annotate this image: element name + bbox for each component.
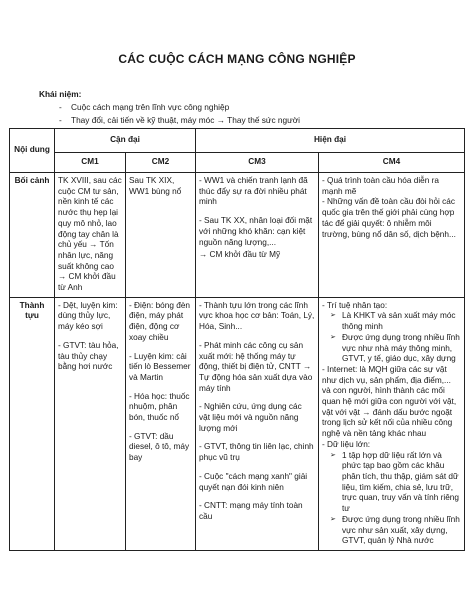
cell-line: - Internet: là MQH giữa các sự vật như dịch vụ, sản phẩm, địa điểm,... và con người, hình thành các mối quan hệ mới giữa con người với vật, vật với vật → đánh dấu bước ngoặt trong lịch sử kết nối của nhiều công nghệ và nền tảng khác nhau (322, 364, 457, 439)
cell-boi-canh-cm2: Sau TK XIX, WW1 bùng nổ (126, 173, 196, 298)
cell-paragraph: - Sau TK XX, nhân loại đối mặt với những khó khăn: cạn kiệt nguồn năng lượng,... (199, 216, 313, 247)
table-subheader-row (10, 153, 465, 173)
cell-boi-canh-cm3 (196, 173, 319, 298)
cell-paragraph: - Phát minh các công cụ sản xuất mới: hệ thống máy tự động, thiết bị điện tử, CNTT → Tự động hóa sản xuất dựa vào máy tính (199, 340, 313, 393)
table-row-boi-canh (10, 173, 465, 298)
header-can-dai: Cận đại (55, 129, 196, 153)
cell-paragraph: - Luyện kim: cải tiến lò Bessemer và Martin (129, 351, 191, 382)
header-cm3: CM3 (196, 153, 319, 173)
cell-thanh-tuu-cm2 (126, 297, 196, 550)
intro-list (39, 101, 439, 127)
cell-sub-item: ➢ Được ứng dụng trong nhiều lĩnh vực như nhà máy thông minh, GTVT, y tế, giáo dục, xây dựng (322, 333, 461, 365)
table-row-thanh-tuu (10, 297, 465, 550)
cell-paragraph: - GTVT: tàu hỏa, tàu thủy chạy bằng hơi nước (58, 340, 119, 372)
cell-thanh-tuu-cm3 (196, 297, 319, 550)
header-cm1: CM1 (55, 153, 126, 173)
cell-paragraph: - Điện: bóng đèn điện, máy phát điện, động cơ xoay chiều (129, 300, 191, 342)
cell-sub-item: ➢ Là KHKT và sản xuất máy móc thông minh (322, 311, 461, 332)
table-header-row (10, 129, 465, 153)
cell-paragraph: - Nghiên cứu, ứng dụng các vật liệu mới và nguồn năng lượng mới (199, 402, 302, 433)
cell-paragraph: - Cuộc "cách mạng xanh" giải quyết nạn đói kinh niên (199, 471, 308, 492)
cell-paragraph: → CM khởi đầu từ Mỹ (199, 250, 281, 260)
cell-thanh-tuu-cm1 (55, 297, 126, 550)
page-title: CÁC CUỘC CÁCH MẠNG CÔNG NGHIỆP (118, 52, 356, 66)
cell-sub-item: ➢ Được ứng dụng trong nhiều lĩnh vực như sản xuất, xây dựng, GTVT, quản lý Nhà nước (322, 515, 461, 547)
header-hien-dai: Hiện đại (196, 129, 465, 153)
revolutions-table (9, 128, 465, 551)
cell-line: - Trí tuệ nhân tạo: (322, 300, 388, 310)
cell-paragraph: - CNTT: mạng máy tính toàn cầu (199, 501, 303, 521)
row-label-boi-canh: Bối cảnh (10, 173, 55, 298)
cell-paragraph: - WW1 và chiến tranh lạnh đã thúc đẩy sự ra đời nhiều phát minh (199, 176, 308, 207)
cell-boi-canh-cm1: TK XVIII, sau các cuộc CM tư sản, nền kinh tế các nước thụ hẹp lại quy mô nhỏ, lao động tay chân là chủ yếu → Tốn nhân lực, năng suất không cao → CM khởi đầu từ Anh (55, 173, 126, 298)
header-cm2: CM2 (126, 153, 196, 173)
cell-paragraph: - Dệt, luyện kim: dùng thủy lực, máy kéo sợi (58, 300, 118, 332)
intro-item: - Thay đổi, cải tiến về kỹ thuật, máy móc → Thay thế sức người (61, 114, 439, 127)
cell-sub-item: ➢ 1 tập hợp dữ liệu rất lớn và phức tạp bao gồm các khâu phân tích, thu thập, giám sát dữ liệu, tìm kiếm, chia sẻ, lưu trữ, trực quan, truy vấn và tính riêng tư (322, 451, 461, 515)
row-label-thanh-tuu: Thành tựu (10, 297, 55, 550)
intro-section (39, 88, 439, 127)
intro-label: Khái niệm: (39, 89, 82, 99)
cell-paragraph: - Hóa học: thuốc nhuộm, phân bón, thuốc nổ (129, 391, 190, 423)
cell-paragraph: - GTVT, thông tin liên lạc, chinh phục vũ trụ (199, 442, 314, 463)
cell-line: - Dữ liệu lớn: (322, 439, 371, 449)
cell-boi-canh-cm4: - Quá trình toàn cầu hóa diễn ra mạnh mẽ - Những vấn đề toàn cầu đòi hỏi các quốc gia trên thế giới phải cùng hợp tác để giải quyết: ô nhiễm môi trường, bùng nổ dân số, dịch bệnh... (319, 173, 465, 298)
cell-thanh-tuu-cm4 (319, 297, 465, 550)
cell-paragraph: - Thành tựu lớn trong các lĩnh vực khoa học cơ bản: Toán, Lý, Hóa, Sinh... (199, 300, 315, 332)
header-cm4: CM4 (319, 153, 465, 173)
header-noi-dung: Nội dung (10, 129, 55, 173)
intro-item: - Cuộc cách mạng trên lĩnh vực công nghiệp (61, 101, 439, 114)
cell-paragraph: - GTVT: dầu diesel, ô tô, máy bay (129, 431, 190, 463)
